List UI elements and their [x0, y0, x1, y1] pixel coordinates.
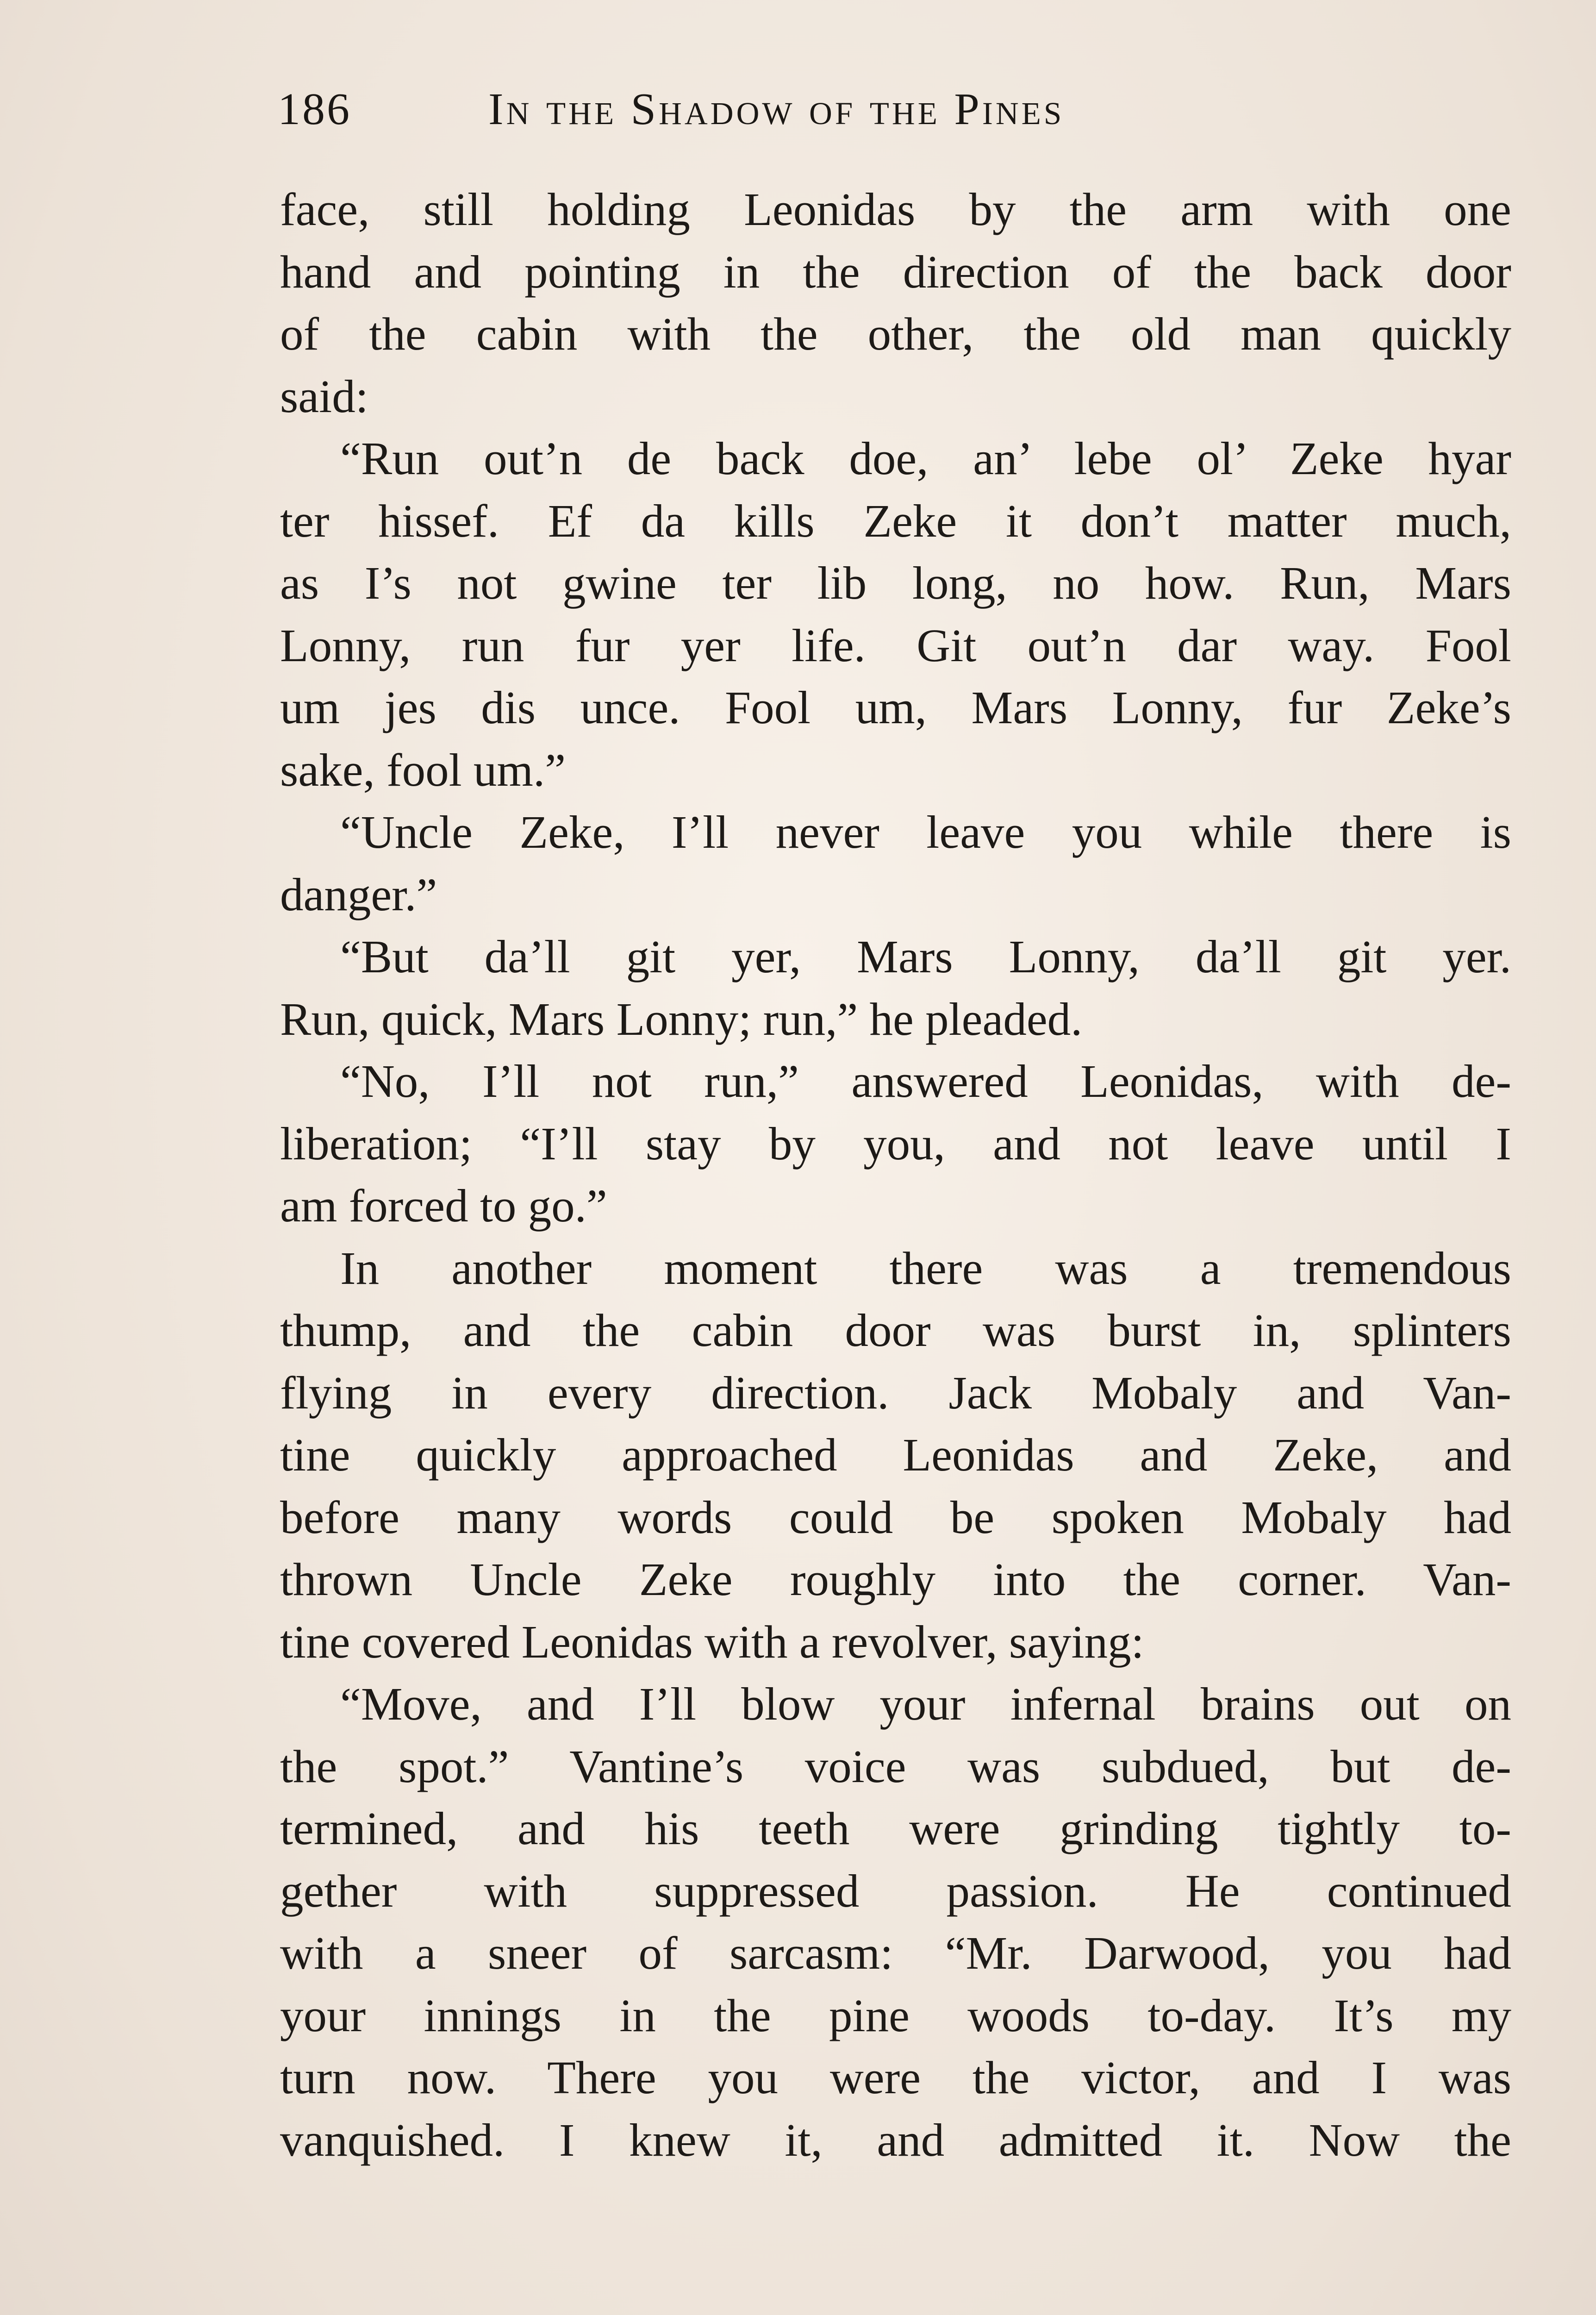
text-line: danger.” — [280, 868, 437, 920]
text-line: as I’s not gwine ter lib long, no how. Run, Mars — [280, 557, 1511, 609]
text-line: am forced to go.” — [280, 1180, 607, 1232]
text-line: termined, and his teeth were grinding tightly to- — [280, 1802, 1511, 1854]
text-line: flying in every direction. Jack Mobaly and Van- — [280, 1366, 1511, 1419]
page-number: 186 — [278, 84, 351, 134]
text-line: liberation; “I’ll stay by you, and not leave until I — [280, 1117, 1511, 1170]
text-line: before many words could be spoken Mobaly had — [280, 1491, 1511, 1543]
text-line: thrown Uncle Zeke roughly into the corner. Van- — [280, 1553, 1511, 1605]
body-text — [280, 178, 1511, 2171]
text-line: tine covered Leonidas with a revolver, saying: — [280, 1615, 1144, 1668]
text-line: hand and pointing in the direction of the back door — [280, 245, 1511, 298]
text-line: vanquished. I knew it, and admitted it. Now the — [280, 2114, 1511, 2166]
text-line: um jes dis unce. Fool um, Mars Lonny, fur Zeke’s — [280, 682, 1511, 733]
text-line: In another moment there was a tremendous — [340, 1242, 1511, 1294]
text-line: face, still holding Leonidas by the arm with one — [280, 183, 1511, 235]
text-line: Lonny, run fur yer life. Git out’n dar way. Fool — [280, 619, 1511, 671]
text-line: the spot.” Vantine’s voice was subdued, but de- — [280, 1740, 1511, 1792]
text-line: Run, quick, Mars Lonny; run,” he pleaded. — [280, 993, 1083, 1045]
text-line: said: — [280, 370, 368, 422]
running-head — [278, 83, 1324, 148]
text-line: “But da’ll git yer, Mars Lonny, da’ll git yer. — [340, 931, 1511, 982]
text-line: tine quickly approached Leonidas and Zeke, and — [280, 1429, 1511, 1481]
text-line: thump, and the cabin door was burst in, splinters — [280, 1304, 1511, 1356]
text-line: gether with suppressed passion. He continued — [280, 1865, 1511, 1917]
text-line: with a sneer of sarcasm: “Mr. Darwood, you had — [280, 1927, 1511, 1979]
text-line: your innings in the pine woods to-day. It’s my — [280, 1989, 1511, 2041]
text-line: “No, I’ll not run,” answered Leonidas, with de- — [340, 1055, 1511, 1107]
running-title: In the Shadow of the Pines — [488, 84, 1065, 134]
text-line: turn now. There you were the victor, and I was — [280, 2052, 1511, 2103]
text-line: “Uncle Zeke, I’ll never leave you while there is — [340, 806, 1511, 858]
text-line: ter hissef. Ef da kills Zeke it don’t matter much, — [280, 494, 1511, 547]
text-line: “Move, and I’ll blow your infernal brains out on — [340, 1678, 1511, 1730]
text-line: of the cabin with the other, the old man quickly — [280, 308, 1511, 360]
text-line: “Run out’n de back doe, an’ lebe ol’ Zeke hyar — [340, 432, 1511, 484]
text-line: sake, fool um.” — [280, 744, 566, 796]
